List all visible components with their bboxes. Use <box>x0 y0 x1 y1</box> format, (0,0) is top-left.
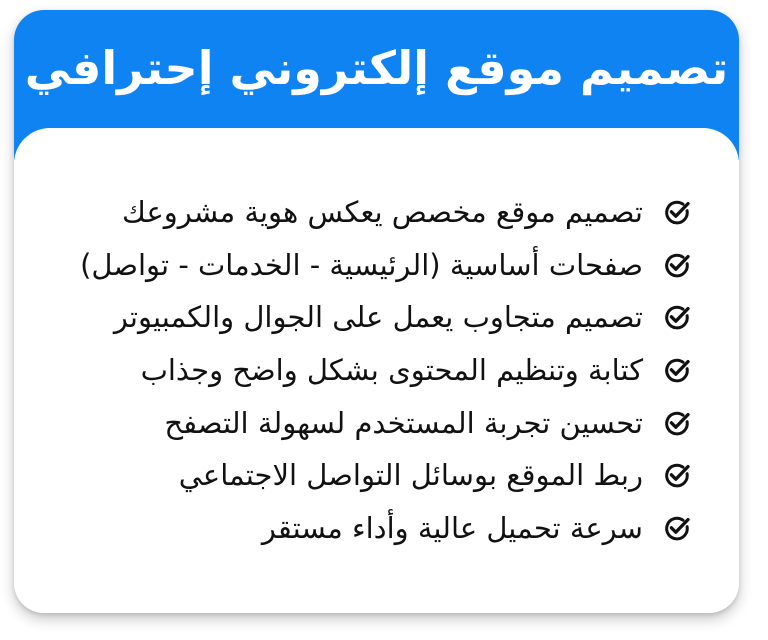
feature-item <box>51 344 691 397</box>
feature-text: تصميم متجاوب يعمل على الجوال والكمبيوتر <box>113 300 643 335</box>
feature-text: سرعة تحميل عالية وأداء مستقر <box>261 510 643 545</box>
feature-text: صفحات أساسية (الرئيسية - الخدمات - تواصل) <box>80 247 643 282</box>
feature-text: تحسين تجربة المستخدم لسهولة التصفح <box>164 405 643 440</box>
feature-list <box>51 186 691 554</box>
feature-text: كتابة وتنظيم المحتوى بشكل واضح وجذاب <box>140 353 643 388</box>
card-title: تصميم موقع إلكتروني إحترافي <box>24 41 729 95</box>
check-circle-icon <box>663 409 691 437</box>
feature-item <box>51 449 691 502</box>
feature-text: ربط الموقع بوسائل التواصل الاجتماعي <box>178 458 643 493</box>
feature-item <box>51 502 691 555</box>
check-circle-icon <box>663 198 691 226</box>
feature-text: تصميم موقع مخصص يعكس هوية مشروعك <box>122 195 643 230</box>
check-circle-icon <box>663 514 691 542</box>
check-circle-icon <box>663 251 691 279</box>
check-circle-icon <box>663 461 691 489</box>
check-circle-icon <box>663 356 691 384</box>
feature-item <box>51 396 691 449</box>
check-circle-icon <box>663 303 691 331</box>
feature-item <box>51 186 691 239</box>
feature-item <box>51 239 691 292</box>
card-body <box>14 128 739 613</box>
feature-card <box>14 10 739 613</box>
feature-item <box>51 291 691 344</box>
